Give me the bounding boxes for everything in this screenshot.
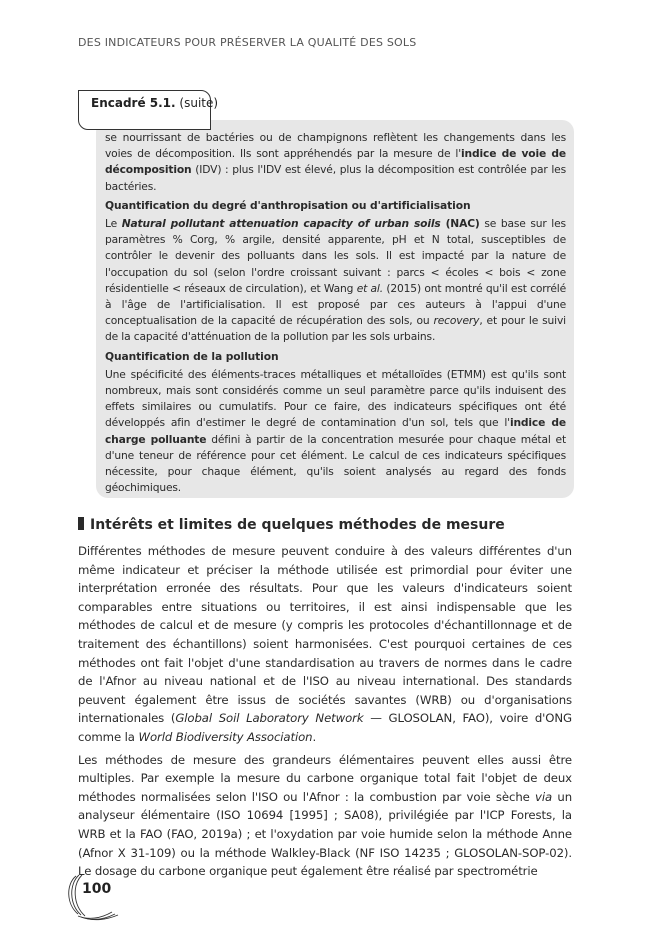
text-run: (IDV) : plus l'IDV est élevé, plus la décomposition est contrôlée par les bactéries. [105,163,566,193]
section-heading-text: Intérêts et limites de quelques méthodes de mesure [90,517,505,533]
box-label-tab [78,90,219,130]
sidebar-box [96,120,574,498]
text-italic: via [535,789,553,804]
page-number-ornament [62,872,122,922]
text-run: se base sur les paramètres % Corg, % argile, densité apparente, pH et N total, susceptibles de contrôler le devenir des polluants dans les sols. Il est impacté par la nature de l'occupation du sol (selon l'ordre croissant suivant : parcs < écoles < bois < zone résidentielle < réseaux de circulation), et Wang [105,217,566,295]
box-subheading: Quantification de la pollution [105,349,279,363]
box-paragraph [105,130,566,195]
term-nac: (NAC) [440,217,480,231]
section-heading [78,517,578,533]
box-subheading: Quantification du degré d'anthropisation ou d'artificialisation [105,198,471,212]
page-number: 100 [82,881,112,897]
text-run: défini à partir de la concentration mesurée pour chaque métal et d'une teneur de référence pour cet élément. Le calcul de ces indicateurs spécifiques nécessite, pour chaque élément, qu'ils soient analysés au regard des fonds géochimiques. [105,432,566,495]
text-run: , et pour le suivi de la capacité d'atténuation de la pollution par les sols urbains. [105,314,566,344]
text-run: Le [105,217,122,231]
text-italic: recovery [433,314,480,328]
text-italic: Global Soil Laboratory Network [175,711,364,726]
text-run: . [312,729,317,744]
text-run: Une spécificité des éléments-traces métalliques et métalloïdes (ETMM) est qu'ils sont nombreux, mais sont considérés comme un seul paramètre parce qu'ils induisent des effets similaires ou cumulatifs. Pour ce faire, des indicateurs spécifiques ont été développés afin d'estimer le degré de contamination d'un sol, tels que l' [105,367,566,430]
box-paragraph [105,216,566,346]
body-paragraph [78,542,572,747]
box-label-suffix: (suite) [179,96,219,110]
box-label [91,96,218,110]
text-run: un analyseur élémentaire (ISO 10694 [1995] ; SA08), privilégiée par l'ICP Forests, la WRB et la FAO (FAO, 2019a) ; et l'oxydation par voie humide selon la méthode Anne (Afnor X 31-109) ou la méthode Walkley-Black (NF ISO 14235 ; GLOSOLAN-SOP-02). Le dosage du carbone organique peut également être réalisé par spectrométrie [78,789,572,879]
text-run: — GLOSOLAN, FAO), voire d'ONG comme la [78,711,572,744]
text-run: se nourrissant de bactéries ou de champignons reflètent les changements dans les voies de décomposition. Ils sont appréhendés par la mesure de l' [105,131,566,161]
text-italic: et al. [356,281,383,295]
text-italic: World Biodiversity Association [138,729,313,744]
term-nac-title: Natural pollutant attenuation capacity of urban soils [121,217,441,231]
body-text [78,542,572,885]
text-run: (2015) ont montré qu'il est corrélé à l'âge de l'artificialisation. Il est proposé par ces auteurs à l'appui d'une conceptualisation de la capacité de récupération des sols, ou [105,281,566,328]
text-run: Différentes méthodes de mesure peuvent conduire à des valeurs différentes d'un même indicateur et préciser la méthode utilisée est primordial pour éviter une interprétation erronée des résultats. Pour que les valeurs d'indicateurs soient comparables entre situations ou territoires, il est ainsi indispensable que les méthodes de calcul et de mesure (y compris les protocoles d'échantillonnage et de traitement des échantillons) soient harmonisées. C'est pourquoi certaines de ces méthodes ont fait l'objet d'une standardisation au travers de normes dans le cadre de l'Afnor au niveau national et de l'ISO au niveau international. Des standards peuvent également être issus de sociétés savantes (WRB) ou d'organisations internationales ( [78,544,572,726]
heading-marker [78,517,84,530]
text-run: Les méthodes de mesure des grandeurs élémentaires peuvent elles aussi être multiples. Par exemple la mesure du carbone organique total fait l'objet de deux méthodes normalisées selon l'ISO ou l'Afnor : la combustion par voie sèche [78,752,572,804]
swirl-ornament-icon [62,872,122,922]
term-idv: indice de voie de décomposition [105,147,566,177]
box-label-number: Encadré 5.1. [91,96,176,110]
running-header: DES INDICATEURS POUR PRÉSERVER LA QUALITÉ DES SOLS [78,36,417,49]
term-icp: indice de charge polluante [105,416,566,446]
body-paragraph [78,751,572,881]
box-paragraph [105,367,566,497]
